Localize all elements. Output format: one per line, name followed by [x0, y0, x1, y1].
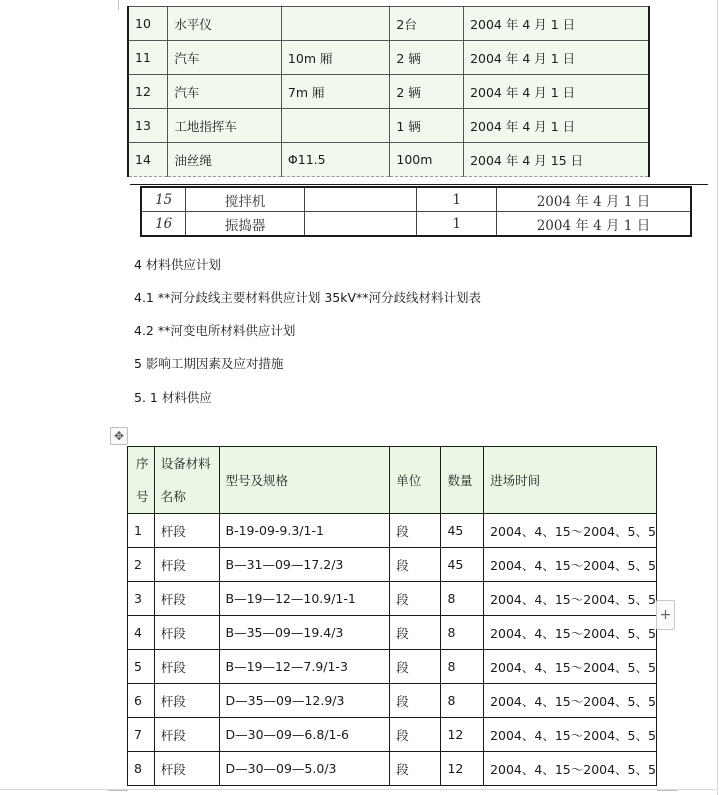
table-cell[interactable]: 段: [390, 616, 441, 650]
table-cell: 2004 年 4 月 1 日: [496, 187, 691, 212]
table-cell[interactable]: 8: [128, 752, 155, 786]
table-cell[interactable]: 2004、4、15～2004、5、5: [484, 616, 657, 650]
table-cell[interactable]: 2004、4、15～2004、5、5: [484, 514, 657, 548]
table-cell[interactable]: [281, 7, 389, 41]
table-cell[interactable]: B—31—09—17.2/3: [219, 548, 390, 582]
table-cell[interactable]: 工地指挥车: [168, 109, 282, 143]
table-cell[interactable]: 油丝绳: [168, 143, 282, 177]
table-row: [128, 75, 649, 109]
table-cell[interactable]: 2004、4、15～2004、5、5: [484, 548, 657, 582]
table-cell[interactable]: 8: [441, 582, 484, 616]
table-row: [128, 548, 657, 582]
table-cell[interactable]: 5: [128, 650, 155, 684]
table-cell[interactable]: 杆段: [154, 718, 219, 752]
table-cell[interactable]: Φ11.5: [281, 143, 389, 177]
column-header-seq[interactable]: 序 号: [128, 447, 155, 514]
table-cell[interactable]: 12: [128, 75, 168, 109]
table-cell[interactable]: 11: [128, 41, 168, 75]
table-cell[interactable]: 2004 年 4 月 1 日: [464, 109, 649, 143]
column-header-qty[interactable]: 数量: [441, 447, 484, 514]
table-cell[interactable]: 2004 年 4 月 1 日: [464, 7, 649, 41]
paragraph[interactable]: 4.2 **河变电所材料供应计划: [134, 323, 296, 338]
table-row: [128, 616, 657, 650]
table-cell[interactable]: D—30—09—5.0/3: [219, 752, 390, 786]
table-cell[interactable]: 2 辆: [390, 75, 464, 109]
table-row: [128, 41, 649, 75]
table-cell[interactable]: B—19—12—10.9/1-1: [219, 582, 390, 616]
table-cell[interactable]: B—35—09—19.4/3: [219, 616, 390, 650]
table-cell[interactable]: 10: [128, 7, 168, 41]
table-cell: 15: [141, 187, 186, 212]
table-cell[interactable]: 段: [390, 650, 441, 684]
table-cell: 16: [141, 212, 186, 237]
table-cell: 1: [417, 187, 497, 212]
table-cell[interactable]: 8: [441, 650, 484, 684]
table-cell[interactable]: 1 辆: [390, 109, 464, 143]
table-border: [130, 184, 708, 185]
table-cell[interactable]: 4: [128, 616, 155, 650]
table-row: [128, 7, 649, 41]
table-cell[interactable]: 1: [128, 514, 155, 548]
table-cell[interactable]: 2004 年 4 月 15 日: [464, 143, 649, 177]
table-cell[interactable]: 杆段: [154, 650, 219, 684]
table-cell[interactable]: 段: [390, 684, 441, 718]
table-cell[interactable]: 杆段: [154, 548, 219, 582]
table-cell[interactable]: 2004、4、15～2004、5、5: [484, 718, 657, 752]
column-header-unit[interactable]: 单位: [390, 447, 441, 514]
table-cell[interactable]: 段: [390, 548, 441, 582]
table-row: [128, 650, 657, 684]
table-row: [141, 212, 691, 237]
table-cell[interactable]: 水平仪: [168, 7, 282, 41]
table-row: [128, 109, 649, 143]
table-cell[interactable]: 2 辆: [390, 41, 464, 75]
table-cell[interactable]: 7: [128, 718, 155, 752]
table-cell[interactable]: 8: [441, 616, 484, 650]
page-edge: [717, 0, 718, 795]
table-cell[interactable]: 段: [390, 752, 441, 786]
materials-table: [127, 446, 657, 786]
table-row: [141, 187, 691, 212]
table-cell[interactable]: 杆段: [154, 616, 219, 650]
equipment-table-image: [140, 186, 692, 237]
table-row: [128, 684, 657, 718]
table-cell[interactable]: D—30—09—6.8/1-6: [219, 718, 390, 752]
column-header-time[interactable]: 进场时间: [484, 447, 657, 514]
table-cell[interactable]: 2004 年 4 月 1 日: [464, 75, 649, 109]
page-corner-mark: [108, 790, 128, 791]
column-header-name[interactable]: 设备材料 名称: [154, 447, 219, 514]
table-cell: 振捣器: [186, 212, 305, 237]
table-row: [128, 582, 657, 616]
table-cell[interactable]: 12: [441, 718, 484, 752]
table-cell: 搅拌机: [186, 187, 305, 212]
table-cell[interactable]: 汽车: [168, 75, 282, 109]
table-cell: 2004 年 4 月 1 日: [496, 212, 691, 237]
table-cell[interactable]: 2004、4、15～2004、5、5: [484, 582, 657, 616]
table-cell: [304, 187, 416, 212]
table-row: [128, 143, 649, 177]
table-cell[interactable]: 10m 厢: [281, 41, 389, 75]
section-heading[interactable]: 5 影响工期因素及应对措施: [134, 356, 284, 371]
table-cell[interactable]: B—19—12—7.9/1-3: [219, 650, 390, 684]
section-heading[interactable]: 4 材料供应计划: [134, 257, 221, 272]
table-cell[interactable]: 8: [441, 684, 484, 718]
column-header-spec[interactable]: 型号及规格: [219, 447, 390, 514]
table-cell[interactable]: 杆段: [154, 582, 219, 616]
table-cell[interactable]: 汽车: [168, 41, 282, 75]
page-corner-mark: [118, 0, 119, 10]
table-cell[interactable]: 7m 厢: [281, 75, 389, 109]
table-cell[interactable]: 段: [390, 718, 441, 752]
table-cell[interactable]: 2004、4、15～2004、5、5: [484, 650, 657, 684]
table-cell[interactable]: 段: [390, 582, 441, 616]
paragraph[interactable]: 4.1 **河分歧线主要材料供应计划 35kV**河分歧线材料计划表: [134, 290, 482, 305]
table-cell[interactable]: 2004 年 4 月 1 日: [464, 41, 649, 75]
equipment-table: [127, 6, 650, 177]
table-cell: [304, 212, 416, 237]
table-cell[interactable]: 杆段: [154, 684, 219, 718]
move-handle-icon[interactable]: ✥: [110, 427, 128, 445]
table-cell[interactable]: 2004、4、15～2004、5、5: [484, 752, 657, 786]
table-row: [128, 752, 657, 786]
table-cell[interactable]: 杆段: [154, 514, 219, 548]
table-cell[interactable]: 45: [441, 514, 484, 548]
add-row-icon[interactable]: +: [656, 600, 675, 630]
table-cell[interactable]: [281, 109, 389, 143]
table-cell[interactable]: 6: [128, 684, 155, 718]
table-cell[interactable]: 段: [390, 514, 441, 548]
table-cell[interactable]: 2004、4、15～2004、5、5: [484, 684, 657, 718]
table-cell[interactable]: 14: [128, 143, 168, 177]
table-cell[interactable]: 杆段: [154, 752, 219, 786]
table-cell[interactable]: 45: [441, 548, 484, 582]
table-row: [128, 718, 657, 752]
page-corner-mark: [657, 790, 677, 791]
table-cell[interactable]: 100m: [390, 143, 464, 177]
table-cell[interactable]: 3: [128, 582, 155, 616]
table-cell[interactable]: 12: [441, 752, 484, 786]
table-cell[interactable]: D—35—09—12.9/3: [219, 684, 390, 718]
table-cell: 1: [417, 212, 497, 237]
paragraph[interactable]: 5. 1 材料供应: [134, 390, 212, 405]
table-cell[interactable]: B-19-09-9.3/1-1: [219, 514, 390, 548]
table-cell[interactable]: 2台: [390, 7, 464, 41]
table-row: [128, 514, 657, 548]
table-cell[interactable]: 13: [128, 109, 168, 143]
table-cell[interactable]: 2: [128, 548, 155, 582]
table-header-row: [128, 447, 657, 514]
